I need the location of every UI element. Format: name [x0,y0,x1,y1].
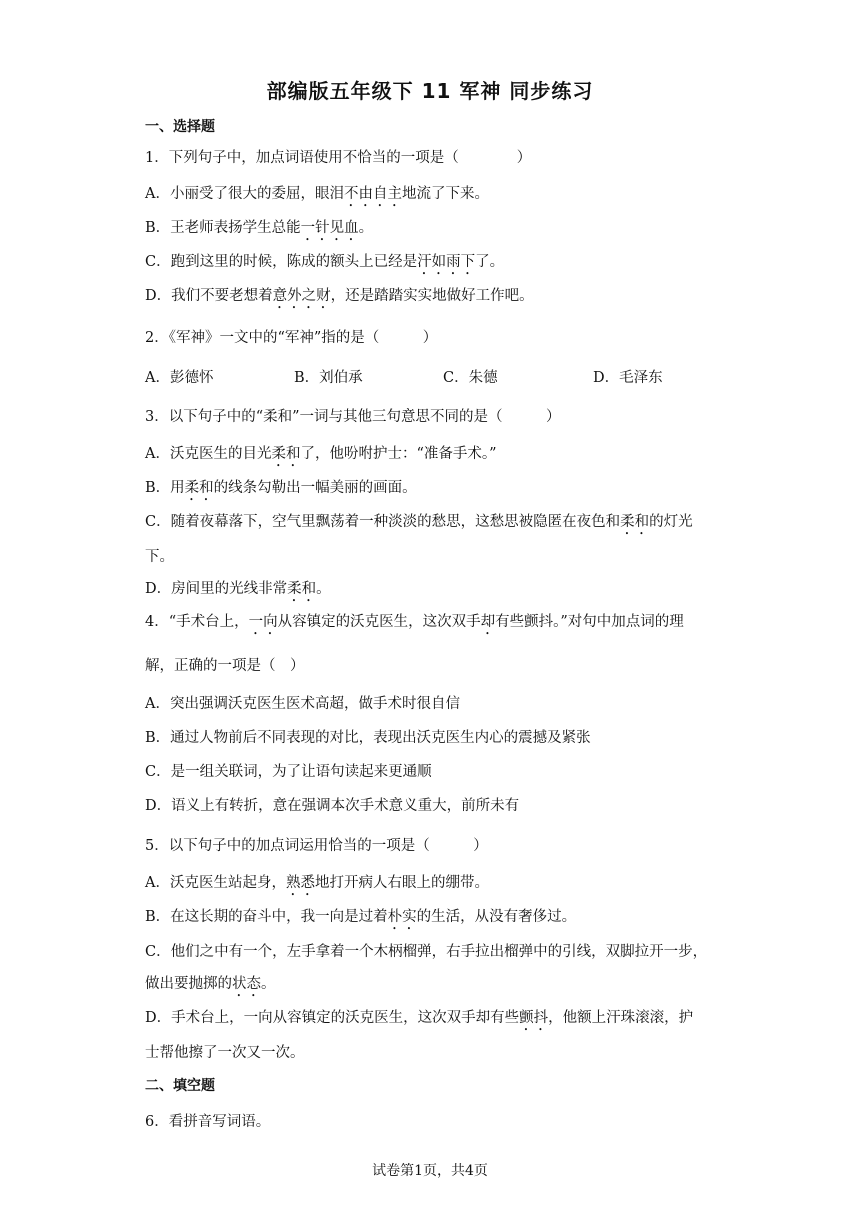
question-3-option-a: A．沃克医生的目光柔和了，他吩咐护士：“准备手术。” [145,446,497,462]
emphasized-word: 柔和 [287,581,317,597]
emphasized-word: 汗如雨下 [417,254,476,270]
question-1-option-c: C．跑到这里的时候，陈成的额头上已经是汗如雨下了。 [145,254,505,270]
emphasized-word: 不由自主 [343,186,402,202]
emphasized-word: 柔和 [620,514,650,530]
section-heading-choice: 一、选择题 [145,119,215,135]
question-3-option-d: D．房间里的光线非常柔和。 [145,581,331,597]
page-title: 部编版五年级下 11 军神 同步练习 [266,79,594,103]
question-5-option-c-cont: 做出要抛掷的状态。 [145,976,276,992]
question-2-option-d: D．毛泽东 [593,370,663,386]
question-2-option-b: B．刘伯承 [294,370,363,386]
question-4-option-d: D．语义上有转折，意在强调本次手术意义重大，前所未有 [145,798,520,814]
question-3-option-c-cont: 下。 [145,549,174,565]
section-heading-fill: 二、填空题 [145,1078,215,1094]
emphasized-word: 一向 [248,614,278,630]
question-4-option-b: B．通过人物前后不同表现的对比，表现出沃克医生内心的震撼及紧张 [145,730,591,746]
question-1-stem: 1．下列句子中，加点词语使用不恰当的一项是（ ） [145,150,532,166]
question-4-option-c: C．是一组关联词，为了让语句读起来更通顺 [145,764,432,780]
question-5-option-d-cont: 士帮他擦了一次又一次。 [145,1045,305,1061]
emphasized-word: 熟悉 [285,875,315,891]
question-1-option-d: D．我们不要老想着意外之财，还是踏踏实实地做好工作吧。 [145,288,534,304]
question-2-option-a: A．彭德怀 [145,370,214,386]
question-3-option-b: B．用柔和的线条勾勒出一幅美丽的画面。 [145,480,417,496]
emphasized-word: 状态 [232,976,261,992]
question-2-option-c: C．朱德 [443,370,498,386]
question-3-option-c: C．随着夜幕落下，空气里飘荡着一种淡淡的愁思，这愁思被隐匿在夜色和柔和的灯光 [145,514,693,530]
question-4-stem-cont: 解，正确的一项是（ ） [145,658,305,674]
question-5-option-d: D．手术台上，一向从容镇定的沃克医生，这次双手却有些颤抖，他额上汗珠滚滚，护 [145,1010,694,1026]
question-5-stem: 5．以下句子中的加点词运用恰当的一项是（ ） [145,838,488,854]
question-5-option-b: B．在这长期的奋斗中，我一向是过着朴实的生活，从没有奢侈过。 [145,909,577,925]
emphasized-word: 朴实 [387,909,417,925]
question-1-option-b: B．王老师表扬学生总能一针见血。 [145,220,374,236]
question-5-option-c: C．他们之中有一个，左手拿着一个木柄榴弹，右手拉出榴弹中的引线，双脚拉开一步， [145,944,708,960]
question-4-stem: 4．“手术台上，一向从容镇定的沃克医生，这次双手却有些颤抖。”对句中加点词的理 [145,614,684,630]
question-1-option-a: A．小丽受了很大的委屈，眼泪不由自主地流了下来。 [145,186,489,202]
question-2-stem: 2．《军神》一文中的“军神”指的是（ ） [145,330,438,346]
question-4-option-a: A．突出强调沃克医生医术高超，做手术时很自信 [145,696,460,712]
question-5-option-a: A．沃克医生站起身，熟悉地打开病人右眼上的绷带。 [145,875,489,891]
emphasized-word: 一针见血 [300,220,359,236]
emphasized-word: 颤抖 [519,1010,549,1026]
emphasized-word: 柔和 [271,446,301,462]
emphasized-word: 意外之财 [272,288,331,304]
page-footer: 试卷第1页，共4页 [372,1163,488,1179]
question-3-stem: 3．以下句子中的“柔和”一词与其他三句意思不同的是（ ） [145,409,561,425]
emphasized-word: 柔和 [184,480,214,496]
question-6-stem: 6．看拼音写词语。 [145,1114,271,1130]
emphasized-word: 却 [480,614,496,630]
